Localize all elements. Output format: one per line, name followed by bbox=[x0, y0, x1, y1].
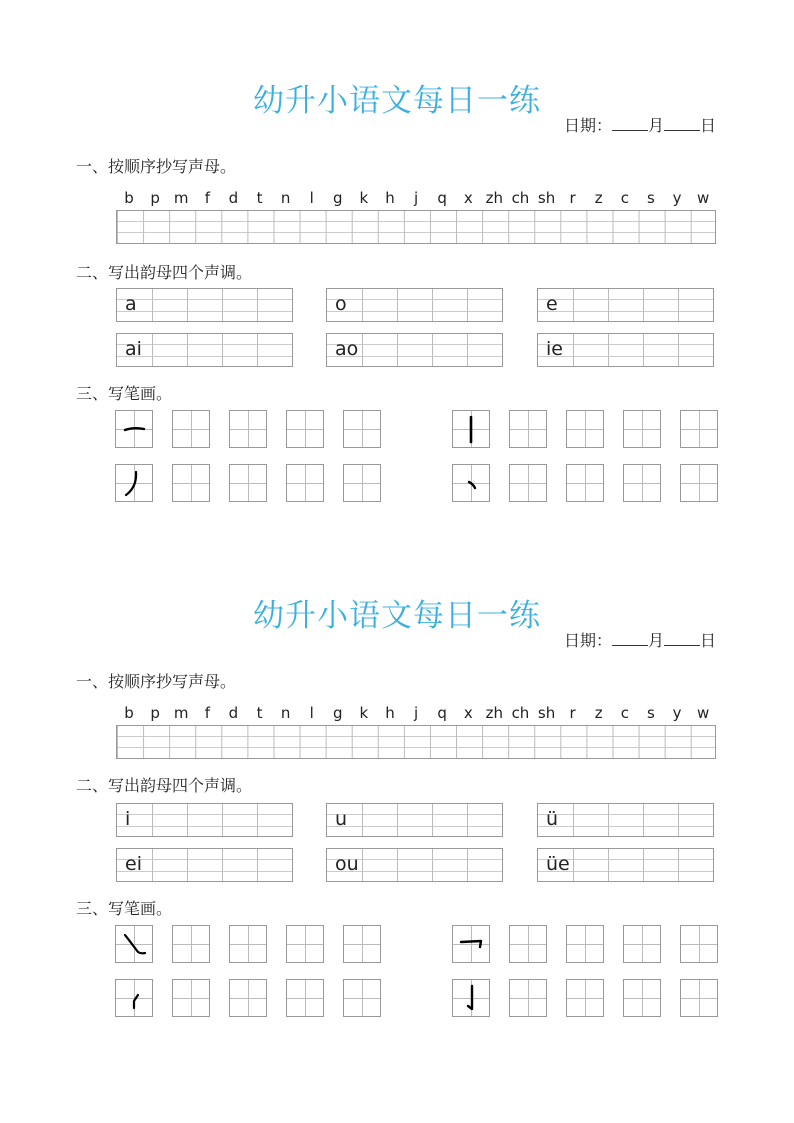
ti-stroke-icon bbox=[115, 979, 153, 1017]
practice-cell[interactable] bbox=[229, 979, 267, 1017]
initials-row bbox=[116, 704, 716, 722]
practice-cell[interactable] bbox=[286, 979, 324, 1017]
month-blank[interactable] bbox=[612, 116, 648, 131]
date-line: 日期： 月 日 bbox=[563, 116, 716, 135]
practice-cell[interactable] bbox=[566, 410, 604, 448]
practice-cell[interactable] bbox=[343, 979, 381, 1017]
initial-letter: b bbox=[124, 704, 134, 722]
initial-letter: k bbox=[359, 704, 369, 722]
practice-cell[interactable] bbox=[623, 410, 661, 448]
practice-cell[interactable] bbox=[623, 925, 661, 963]
day-blank[interactable] bbox=[664, 116, 700, 131]
initial-letter: w bbox=[696, 189, 710, 207]
initials-writing-grid[interactable] bbox=[116, 210, 716, 244]
section-3-heading: 三、写笔画。 bbox=[76, 384, 173, 403]
date-line: 日期： 月 日 bbox=[563, 631, 716, 650]
practice-cell[interactable] bbox=[509, 410, 547, 448]
final-writing-box[interactable]: ei bbox=[116, 848, 293, 882]
practice-cell[interactable] bbox=[229, 925, 267, 963]
initial-letter: g bbox=[333, 704, 343, 722]
initial-letter: ch bbox=[511, 189, 530, 207]
initial-letter: w bbox=[696, 704, 710, 722]
initial-letter: r bbox=[569, 189, 576, 207]
initial-letter: z bbox=[594, 704, 603, 722]
initial-letter: zh bbox=[485, 189, 504, 207]
initial-letter: h bbox=[385, 704, 395, 722]
shugou-stroke-icon bbox=[452, 979, 490, 1017]
pie-stroke-icon bbox=[115, 464, 153, 502]
practice-cell[interactable] bbox=[343, 925, 381, 963]
final-writing-box[interactable]: ao bbox=[326, 333, 503, 367]
initial-letter: ch bbox=[511, 704, 530, 722]
initial-letter: z bbox=[594, 189, 603, 207]
final-writing-box[interactable]: e bbox=[537, 288, 714, 322]
initial-letter: l bbox=[309, 189, 314, 207]
final-writing-box[interactable]: o bbox=[326, 288, 503, 322]
initial-letter: f bbox=[204, 704, 210, 722]
practice-cell[interactable] bbox=[172, 979, 210, 1017]
initial-letter: m bbox=[173, 189, 189, 207]
practice-cell[interactable] bbox=[680, 410, 718, 448]
practice-cell[interactable] bbox=[343, 464, 381, 502]
hengzhe-stroke-icon bbox=[452, 925, 490, 963]
final-writing-box[interactable]: ai bbox=[116, 333, 293, 367]
initial-letter: zh bbox=[485, 704, 504, 722]
initial-letter: y bbox=[672, 704, 682, 722]
month-blank[interactable] bbox=[612, 631, 648, 646]
section-2-heading: 二、写出韵母四个声调。 bbox=[76, 263, 253, 282]
dian-stroke-icon bbox=[452, 464, 490, 502]
practice-cell[interactable] bbox=[623, 464, 661, 502]
worksheet-title: 幼升小语文每日一练 bbox=[253, 598, 541, 634]
final-writing-box[interactable]: u bbox=[326, 803, 503, 837]
heng-stroke-icon bbox=[115, 410, 153, 448]
practice-cell[interactable] bbox=[509, 979, 547, 1017]
final-writing-box[interactable]: a bbox=[116, 288, 293, 322]
initial-letter: c bbox=[620, 704, 629, 722]
initial-letter: k bbox=[359, 189, 369, 207]
practice-cell[interactable] bbox=[286, 410, 324, 448]
practice-cell[interactable] bbox=[509, 925, 547, 963]
section-1-heading: 一、按顺序抄写声母。 bbox=[76, 672, 237, 691]
practice-cell[interactable] bbox=[343, 410, 381, 448]
initial-letter: d bbox=[228, 189, 239, 207]
practice-cell[interactable] bbox=[680, 979, 718, 1017]
initial-letter: sh bbox=[537, 704, 556, 722]
initial-letter: r bbox=[569, 704, 576, 722]
practice-cell[interactable] bbox=[680, 464, 718, 502]
initial-letter: t bbox=[256, 189, 263, 207]
initial-letter: s bbox=[647, 704, 655, 722]
initial-letter: j bbox=[413, 189, 419, 207]
practice-cell[interactable] bbox=[509, 464, 547, 502]
final-writing-box[interactable]: ou bbox=[326, 848, 503, 882]
section-1-heading: 一、按顺序抄写声母。 bbox=[76, 157, 237, 176]
initial-letter: g bbox=[333, 189, 343, 207]
initial-letter: q bbox=[437, 189, 447, 207]
initial-letter: b bbox=[124, 189, 134, 207]
initial-letter: n bbox=[280, 189, 291, 207]
initials-writing-grid[interactable] bbox=[116, 725, 716, 759]
initial-letter: sh bbox=[537, 189, 556, 207]
section-3-heading: 三、写笔画。 bbox=[76, 899, 173, 918]
initial-letter: d bbox=[228, 704, 239, 722]
initial-letter: n bbox=[280, 704, 291, 722]
initial-letter: x bbox=[463, 189, 473, 207]
initial-letter: p bbox=[150, 189, 160, 207]
practice-cell[interactable] bbox=[566, 925, 604, 963]
initial-letter: t bbox=[256, 704, 263, 722]
initial-letter: j bbox=[413, 704, 419, 722]
worksheet-2 bbox=[0, 590, 794, 1100]
initial-letter: l bbox=[309, 704, 314, 722]
initial-letter: q bbox=[437, 704, 447, 722]
practice-cell[interactable] bbox=[623, 979, 661, 1017]
shu-stroke-icon bbox=[452, 410, 490, 448]
practice-cell[interactable] bbox=[566, 464, 604, 502]
final-writing-box[interactable]: üe bbox=[537, 848, 714, 882]
worksheet-1 bbox=[0, 75, 794, 585]
practice-cell[interactable] bbox=[172, 464, 210, 502]
final-writing-box[interactable]: ü bbox=[537, 803, 714, 837]
day-blank[interactable] bbox=[664, 631, 700, 646]
initials-row bbox=[116, 189, 716, 207]
practice-cell[interactable] bbox=[566, 979, 604, 1017]
initial-letter: f bbox=[204, 189, 210, 207]
worksheet-title: 幼升小语文每日一练 bbox=[253, 83, 541, 119]
practice-cell[interactable] bbox=[286, 925, 324, 963]
initial-letter: c bbox=[620, 189, 629, 207]
practice-cell[interactable] bbox=[229, 410, 267, 448]
practice-cell[interactable] bbox=[172, 410, 210, 448]
practice-cell[interactable] bbox=[680, 925, 718, 963]
final-writing-box[interactable]: i bbox=[116, 803, 293, 837]
practice-cell[interactable] bbox=[229, 464, 267, 502]
na-stroke-icon bbox=[115, 925, 153, 963]
initial-letter: x bbox=[463, 704, 473, 722]
initial-letter: y bbox=[672, 189, 682, 207]
section-2-heading: 二、写出韵母四个声调。 bbox=[76, 776, 253, 795]
initial-letter: s bbox=[647, 189, 655, 207]
practice-cell[interactable] bbox=[286, 464, 324, 502]
practice-cell[interactable] bbox=[172, 925, 210, 963]
final-writing-box[interactable]: ie bbox=[537, 333, 714, 367]
initial-letter: m bbox=[173, 704, 189, 722]
initial-letter: p bbox=[150, 704, 160, 722]
initial-letter: h bbox=[385, 189, 395, 207]
